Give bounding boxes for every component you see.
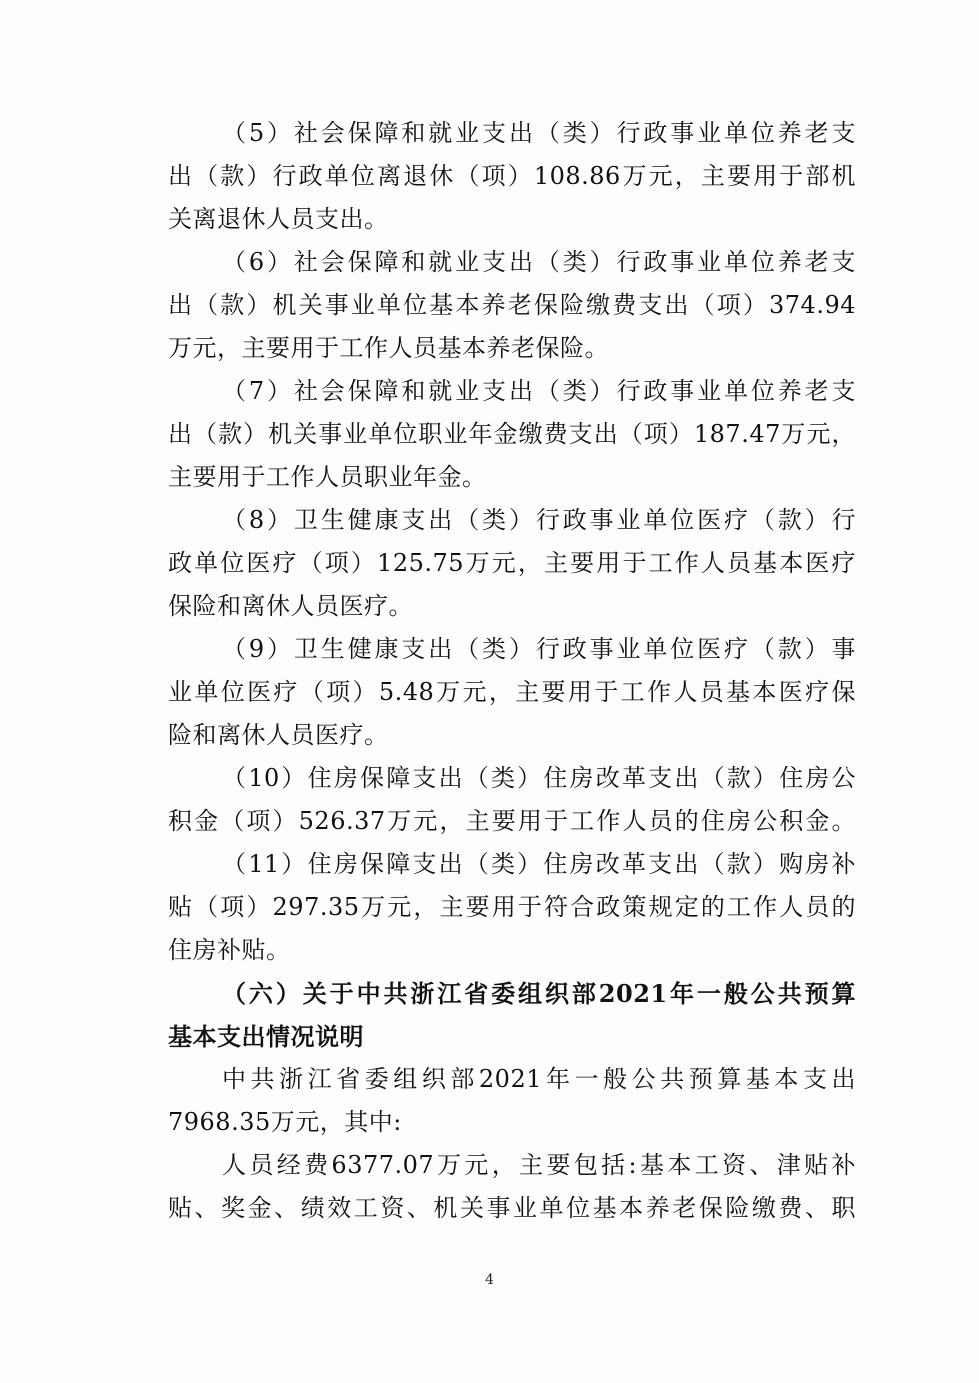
paragraph-line: （8）卫生健康支出（类）行政事业单位医疗（款）行 bbox=[222, 506, 856, 534]
paragraph-line: （5）社会保障和就业支出（类）行政事业单位养老支 bbox=[222, 119, 856, 147]
paragraph-line: 主要用于工作人员职业年金。 bbox=[168, 463, 487, 491]
paragraph-line: 中共浙江省委组织部2021年一般公共预算基本支出 bbox=[222, 1065, 856, 1093]
page-number: 4 bbox=[485, 1272, 494, 1288]
paragraph-line: 政单位医疗（项）125.75万元，主要用于工作人员基本医疗 bbox=[168, 549, 856, 577]
paragraph-line: （10）住房保障支出（类）住房改革支出（款）住房公 bbox=[222, 764, 856, 792]
paragraph-line: 出（款）行政单位离退休（项）108.86万元，主要用于部机 bbox=[168, 162, 856, 190]
paragraph-line: 业单位医疗（项）5.48万元，主要用于工作人员基本医疗保 bbox=[168, 678, 856, 706]
paragraph-line: （11）住房保障支出（类）住房改革支出（款）购房补 bbox=[222, 850, 856, 878]
section-heading-line: 基本支出情况说明 bbox=[168, 1022, 364, 1051]
paragraph-line: 万元，主要用于工作人员基本养老保险。 bbox=[168, 334, 609, 362]
paragraph-line: 贴（项）297.35万元，主要用于符合政策规定的工作人员的 bbox=[168, 893, 856, 921]
paragraph-line: 出（款）机关事业单位职业年金缴费支出（项）187.47万元， bbox=[168, 420, 856, 448]
paragraph-line: 关离退休人员支出。 bbox=[168, 205, 389, 233]
paragraph-line: 保险和离休人员医疗。 bbox=[168, 592, 413, 620]
paragraph-line: 人员经费6377.07万元，主要包括:基本工资、津贴补 bbox=[222, 1151, 856, 1179]
section-heading-line: （六）关于中共浙江省委组织部2021年一般公共预算 bbox=[222, 979, 856, 1008]
paragraph-line: （7）社会保障和就业支出（类）行政事业单位养老支 bbox=[222, 377, 856, 405]
paragraph-line: （9）卫生健康支出（类）行政事业单位医疗（款）事 bbox=[222, 635, 856, 663]
paragraph-line: 贴、奖金、绩效工资、机关事业单位基本养老保险缴费、职 bbox=[168, 1194, 856, 1222]
paragraph-line: （6）社会保障和就业支出（类）行政事业单位养老支 bbox=[222, 248, 856, 276]
paragraph-line: 积金（项）526.37万元，主要用于工作人员的住房公积金。 bbox=[168, 807, 856, 835]
paragraph-line: 住房补贴。 bbox=[168, 936, 291, 964]
paragraph-line: 7968.35万元，其中: bbox=[168, 1108, 402, 1136]
paragraph-line: 出（款）机关事业单位基本养老保险缴费支出（项）374.94 bbox=[168, 291, 856, 319]
body-text bbox=[168, 112, 856, 1230]
paragraph-line: 险和离休人员医疗。 bbox=[168, 721, 389, 749]
